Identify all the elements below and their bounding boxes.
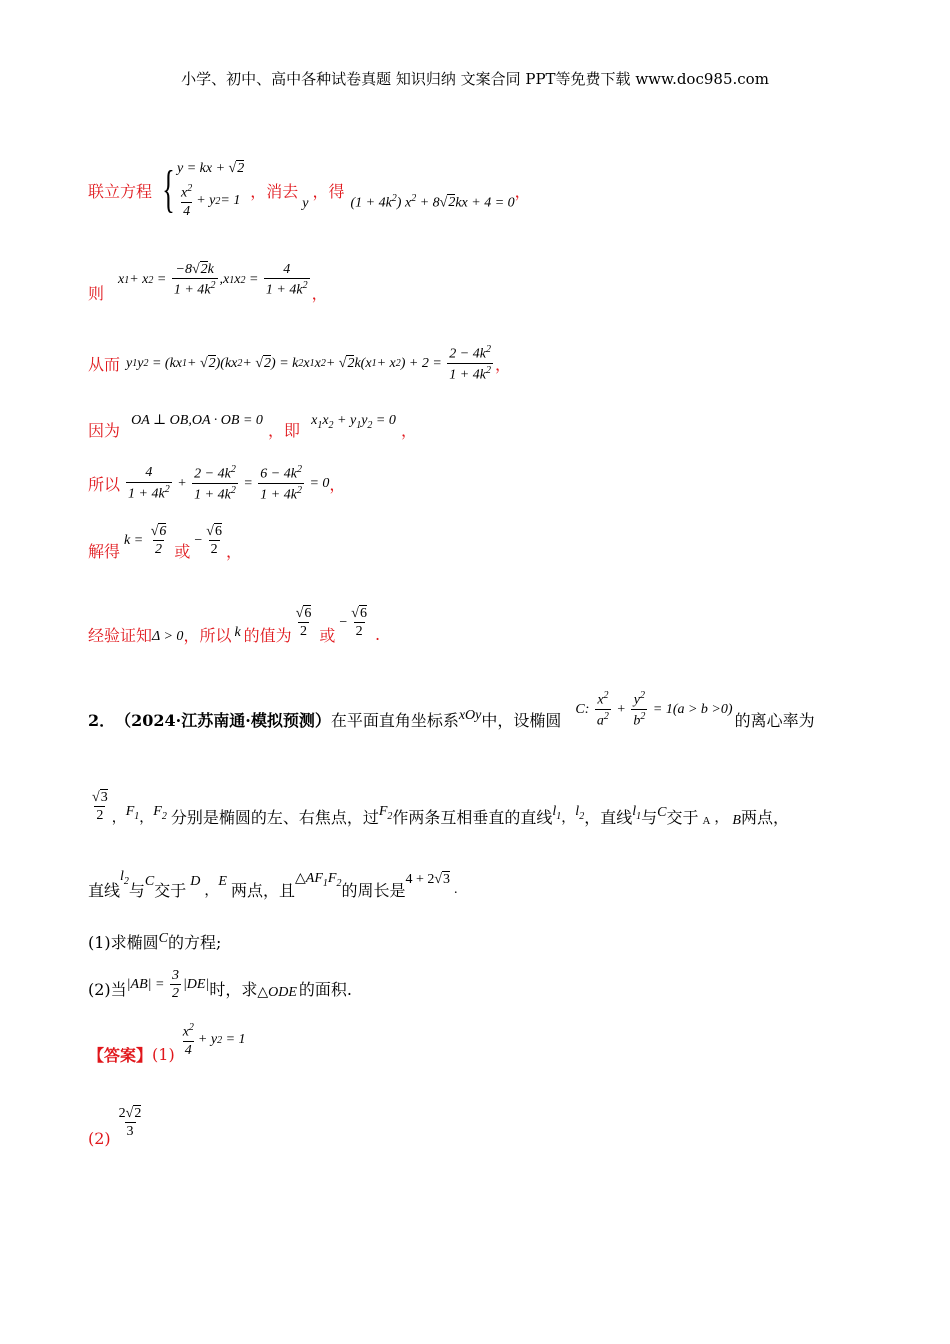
line1-tail: ， [514,181,531,201]
line-l1-ref: $l_1$ [632,803,642,822]
comma: ， [139,810,154,826]
problem-text-3: 的离心率为 [734,711,815,731]
line6-mid: 或 [174,542,191,562]
line5-prefix: 所以 [88,475,121,495]
eliminated-variable: y [302,196,309,211]
problem-text-5: 作两条互相垂直的直线 [392,808,553,828]
question-1-text-a: (1)求椭圆 [88,933,159,952]
perimeter-value: 4 + 2√3 [405,871,451,887]
line2-tail: ， [311,283,328,303]
problem-text-10: 直线 [88,881,121,900]
problem-2-line-2 [88,790,789,828]
line7-mid2: 的值为 [243,626,292,646]
line5-tail: ， [329,475,346,495]
ellipse-c-ref-2: C [144,873,155,889]
point-b: B [732,812,741,828]
comma: ， [714,810,729,826]
focus-f2: $F_2$ [153,803,167,822]
dot-product-equation: $x_1x_2 + y_1y_2 = 0$ [311,413,396,431]
quadratic-equation: $(1 + 4k^2)$ $x^2 + 8√2kx + 4 = 0$ [350,192,515,211]
line3-prefix: 从而 [88,355,121,375]
solution-line-5 [88,464,345,503]
line1-mid2: ，得 [312,181,345,201]
line-l2: $l_2$ [575,803,585,822]
point-d: D [190,873,201,889]
line7-tail: . [374,625,381,645]
question-1 [88,930,221,953]
equation-system: { y = kx + √2 $\frac{x^2}{4}$ + y 2 = 1 [162,160,245,219]
answer-part-2-label: (2) [88,1129,111,1149]
line7-prefix: 经验证知 [88,626,153,646]
problem-text-12: 交于 [154,881,187,900]
answer-part-1-label: (1) [152,1044,175,1064]
problem-text-1: 在平面直角坐标系 [330,711,459,731]
answer-label: 【答案】 [88,1045,153,1065]
triangle-af1f2: $\triangle AF_1F_2$ [294,871,342,889]
vieta-formulas: x 1 + x 2 = $\frac{-8√2k}{1 + 4k^2}$ , x 1 x 2 = $\frac{4}{1 + 4k^2}$ [118,262,308,299]
problem-number: 2． [88,711,116,731]
perpendicular-condition: OA ⊥ OB,OA · OB = 0 [131,413,263,428]
period: . [454,881,458,897]
answer-2-value: $\frac{2√2}{3}$ [118,1106,142,1140]
line4-tail: ， [400,421,417,440]
comma: ， [111,810,126,826]
line1-prefix: 联立方程 [88,181,153,201]
problem-text-13: 两点，且 [230,881,295,900]
question-2-text-a: (2)当 [88,980,127,1000]
k-solution-negative: − $\frac{√6}{2}$ [194,524,222,558]
line4-mid: ，即 [267,421,300,440]
question-2 [88,968,352,1002]
solution-line-1 [88,150,531,230]
question-1-text-b: 的方程; [168,933,222,952]
problem-text-14: 的周长是 [341,881,406,900]
problem-source: （2024·江苏南通·模拟预测） [115,711,331,731]
problem-text-2: 中，设椭圆 [481,711,562,731]
line-l2-ref: $l_2$ [120,868,129,887]
line2-prefix: 则 [88,283,105,303]
line1-mid1: ，消去 [250,181,299,201]
k-value-negative: − $\frac{√6}{2}$ [339,606,367,640]
line7-mid3: 或 [319,626,336,646]
k-value-positive: $\frac{√6}{2}$ [295,606,312,640]
question-2-text-b: 时，求 [209,980,258,1000]
line6-prefix: 解得 [88,542,121,562]
sum-equation: $\frac{4}{1 + 4k^2}$ + $\frac{2 - 4k^2}{1 + 4k^2}$ = $\frac{6 - 4k^2}{1 + 4k^2}$ = 0 [128,464,330,503]
answer-line-2 [88,1106,145,1149]
problem-2-line-3 [88,868,458,900]
answer-line-1 [88,1022,246,1065]
problem-2-line-1 [88,690,815,729]
solution-line-6 [88,524,242,562]
comma: ， [204,883,219,899]
discriminant-condition: Δ > 0 [152,628,184,644]
problem-text-8: 交于 [666,808,699,828]
problem-text-9: 两点， [740,808,789,828]
question-2-text-c: 的面积. [298,980,352,1000]
point-e: E [218,873,227,889]
line-l1: $l_1$ [552,803,562,822]
line6-tail: ， [225,542,242,562]
comma: ， [561,810,576,826]
solution-line-2 [88,262,328,303]
k-solution: k = $\frac{√6}{2}$ [124,524,167,558]
ellipse-c-ref: C [657,804,667,820]
solution-line-3 [88,344,511,383]
coordinate-system: xOy [458,707,482,723]
focus-f1: $F_1$ [125,803,140,822]
solution-line-7 [88,606,381,646]
problem-text-6: ，直线 [584,808,633,828]
k-variable: k [234,624,241,640]
length-condition: | AB | = $\frac{3}{2}$ | DE | [126,968,210,1002]
answer-1-equation: $\frac{x^2}{4}$ + y 2 = 1 [182,1022,246,1059]
ellipse-c-ref-3: C [158,931,169,946]
line7-mid1: ，所以 [183,626,232,646]
product-y-expression: y 1 y 2 = ( kx 1 + √2)( kx 2 + √2) = k 2 x 1 x 2 + √2 k ( x 1 + x 2 ) + 2 = $\frac{2 - 4k^2}{1 + 4k^2}$ [126,344,491,383]
problem-text-7: 与 [641,808,658,828]
page-header: 小学、初中、高中各种试卷真题 知识归纳 文案合同 PPT等免费下载 www.doc985.com [181,70,769,88]
ellipse-equation: C : $\frac{x^2}{a^2}$ + $\frac{y^2}{b^2}$ = 1( a > b > 0) [575,690,733,729]
line4-prefix: 因为 [88,421,121,440]
problem-text-11: 与 [128,881,145,900]
eccentricity-value: $\frac{√3}{2}$ [92,790,108,824]
focus-f2-ref: $F_2$ [378,803,393,822]
line3-tail: ， [494,355,511,375]
problem-text-4: 分别是椭圆的左、右焦点，过 [170,808,379,828]
point-a: A [702,814,711,827]
solution-line-4 [88,406,417,440]
triangle-ode: △ODE [257,985,297,1001]
